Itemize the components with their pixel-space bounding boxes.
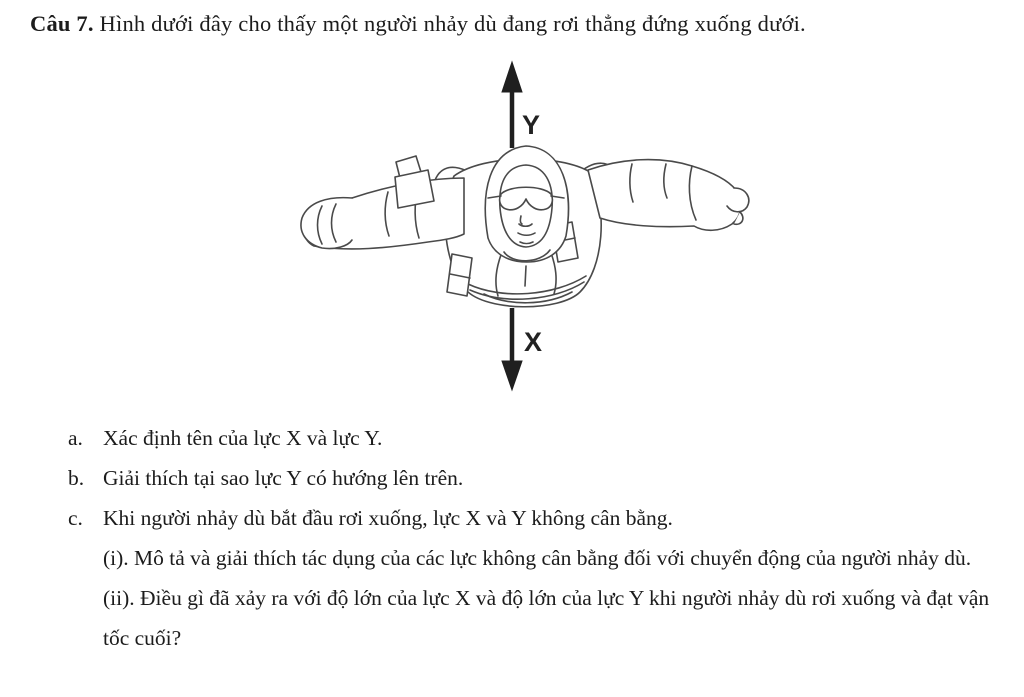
buckle-left xyxy=(447,254,472,296)
force-y-arrow xyxy=(502,62,522,148)
part-c-text: Khi người nhảy dù bắt đầu rơi xuống, lực X và Y không cân bằng. xyxy=(103,506,673,530)
chest-seam xyxy=(525,266,526,286)
force-x-label: X xyxy=(524,327,543,357)
sub-question-ii xyxy=(103,578,1001,658)
part-b-marker: b. xyxy=(68,466,85,490)
sub-question-i-label: (i). xyxy=(103,546,129,570)
part-a-text: Xác định tên của lực X và lực Y. xyxy=(103,426,383,450)
question-title xyxy=(30,11,806,37)
sub-question-ii-label: (ii). xyxy=(103,586,135,610)
left-glove xyxy=(301,198,352,249)
question-part-a xyxy=(68,418,1008,458)
sub-question-i-text: Mô tả và giải thích tác dụng của các lực không cân bằng đối với chuyển động của người nhảy dù. xyxy=(134,546,972,570)
question-part-b xyxy=(68,458,1008,498)
altimeter-box xyxy=(395,170,434,208)
skydiver-figure xyxy=(288,56,752,404)
force-y-label: Y xyxy=(522,110,541,140)
sub-question-i xyxy=(103,538,1001,578)
sub-question-ii-text: Điều gì đã xảy ra với độ lớn của lực X và độ lớn của lực Y khi người nhảy dù rơi xuống và đạt vận tốc cuối? xyxy=(103,586,990,650)
part-b-text: Giải thích tại sao lực Y có hướng lên trên. xyxy=(103,466,464,490)
force-x-arrow xyxy=(502,308,522,390)
force-y-arrowhead xyxy=(502,62,522,92)
part-c-marker: c. xyxy=(68,506,83,530)
part-a-marker: a. xyxy=(68,426,83,450)
question-part-c xyxy=(68,498,1008,538)
skydiver-illustration xyxy=(301,146,749,307)
question-intro-text: Hình dưới đây cho thấy một người nhảy dù đang rơi thẳng đứng xuống dưới. xyxy=(99,11,806,36)
force-x-arrowhead xyxy=(502,361,522,390)
question-parts xyxy=(68,418,1008,658)
question-number: Câu 7. xyxy=(30,11,94,36)
